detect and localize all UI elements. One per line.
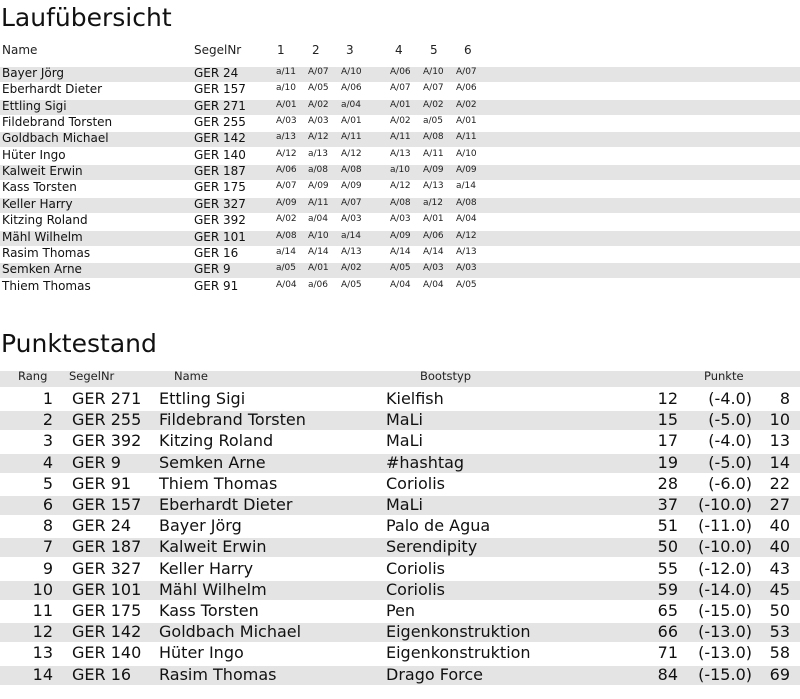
segelnr-cell: GER 392 [72,431,142,450]
rang-cell: 1 [42,389,53,408]
net-points-cell: 58 [769,643,790,662]
segelnr-cell: GER 16 [72,665,132,684]
bootstyp-cell: Pen [386,601,416,620]
name-cell: Goldbach Michael [159,622,302,641]
lauf-segelnr: GER 101 [194,230,246,244]
lauf-segelnr: GER 16 [194,246,239,260]
lauf-segelnr: GER 140 [194,148,246,162]
lauf-result-race-1: a/14 [276,247,296,257]
lauf-result-race-2: a/08 [308,165,328,175]
name-cell: Thiem Thomas [159,474,278,493]
net-points-cell: 40 [769,537,790,556]
discard-points-cell: (-14.0) [698,580,752,599]
rang-cell: 10 [32,580,53,599]
lauf-name: Mähl Wilhelm [2,230,83,244]
lauf-result-race-1: A/09 [276,198,297,208]
net-points-cell: 10 [769,410,790,429]
segelnr-cell: GER 187 [72,537,142,556]
lauf-result-race-1: A/08 [276,231,297,241]
lauf-segelnr: GER 392 [194,213,246,227]
name-cell: Bayer Jörg [159,516,242,535]
lauf-result-race-1: A/04 [276,280,297,290]
lauf-result-race-3: A/06 [341,83,362,93]
discard-points-cell: (-4.0) [708,389,752,408]
rang-cell: 6 [42,495,53,514]
lauf-result-race-3: A/10 [341,67,362,77]
header-segelnr-pk: SegelNr [69,369,115,383]
segelnr-cell: GER 140 [72,643,142,662]
lauf-result-race-3: A/07 [341,198,362,208]
lauf-result-race-6: A/01 [456,116,477,126]
discard-points-cell: (-13.0) [698,643,752,662]
lauf-segelnr: GER 91 [194,279,239,293]
lauf-result-race-6: A/13 [456,247,477,257]
lauf-result-race-3: A/03 [341,214,362,224]
discard-points-cell: (-15.0) [698,665,752,684]
net-points-cell: 40 [769,516,790,535]
lauf-result-race-4: A/11 [390,132,411,142]
rang-cell: 7 [42,537,53,556]
header-segelnr: SegelNr [194,43,242,57]
segelnr-cell: GER 271 [72,389,142,408]
bootstyp-cell: #hashtag [386,453,465,472]
lauf-segelnr: GER 157 [194,82,246,96]
bootstyp-cell: Kielfish [386,389,444,408]
lauf-result-race-6: A/09 [456,165,477,175]
name-cell: Kalweit Erwin [159,537,267,556]
total-points-cell: 15 [657,410,678,429]
lauf-result-race-2: A/01 [308,263,329,273]
lauf-segelnr: GER 271 [194,99,246,113]
lauf-result-race-2: A/14 [308,247,329,257]
lauf-result-race-4: A/01 [390,100,411,110]
lauf-segelnr: GER 255 [194,115,246,129]
bootstyp-cell: MaLi [386,410,423,429]
segelnr-cell: GER 255 [72,410,142,429]
discard-points-cell: (-4.0) [708,431,752,450]
lauf-result-race-2: a/04 [308,214,328,224]
rang-cell: 13 [32,643,53,662]
total-points-cell: 17 [657,431,678,450]
lauf-segelnr: GER 187 [194,164,246,178]
lauf-result-race-5: A/03 [423,263,444,273]
lauf-result-race-2: A/10 [308,231,329,241]
segelnr-cell: GER 9 [72,453,121,472]
lauf-result-race-1: A/03 [276,116,297,126]
lauf-result-race-5: A/04 [423,280,444,290]
bootstyp-cell: Coriolis [386,580,445,599]
lauf-result-race-1: A/12 [276,149,297,159]
lauf-result-race-5: A/02 [423,100,444,110]
discard-points-cell: (-5.0) [708,410,752,429]
lauf-result-race-1: A/06 [276,165,297,175]
lauf-result-race-6: A/06 [456,83,477,93]
lauf-result-race-6: A/11 [456,132,477,142]
lauf-name: Kalweit Erwin [2,164,83,178]
lauf-result-race-1: a/13 [276,132,296,142]
segelnr-cell: GER 91 [72,474,132,493]
lauf-result-race-1: A/01 [276,100,297,110]
header-race-5: 5 [430,43,438,57]
lauf-name: Keller Harry [2,197,73,211]
lauf-segelnr: GER 175 [194,180,246,194]
lauf-result-race-3: A/01 [341,116,362,126]
lauf-name: Hüter Ingo [2,148,66,162]
lauf-name: Bayer Jörg [2,66,65,80]
lauf-result-race-1: a/10 [276,83,296,93]
lauf-result-race-1: A/02 [276,214,297,224]
name-cell: Hüter Ingo [159,643,244,662]
rang-cell: 5 [42,474,53,493]
total-points-cell: 28 [657,474,678,493]
lauf-result-race-6: A/10 [456,149,477,159]
header-race-6: 6 [464,43,472,57]
lauf-result-race-6: A/08 [456,198,477,208]
net-points-cell: 22 [769,474,790,493]
total-points-cell: 19 [657,453,678,472]
lauf-result-race-6: A/07 [456,67,477,77]
net-points-cell: 43 [769,559,790,578]
segelnr-cell: GER 101 [72,580,142,599]
discard-points-cell: (-12.0) [698,559,752,578]
name-cell: Fildebrand Torsten [159,410,306,429]
segelnr-cell: GER 24 [72,516,132,535]
rang-cell: 3 [42,431,53,450]
lauf-result-race-1: a/11 [276,67,296,77]
lauf-result-race-5: A/10 [423,67,444,77]
lauf-result-race-3: a/14 [341,231,361,241]
lauf-result-race-6: A/03 [456,263,477,273]
lauf-result-race-5: A/06 [423,231,444,241]
total-points-cell: 50 [657,537,678,556]
punkte-header-band [0,371,800,387]
discard-points-cell: (-11.0) [698,516,752,535]
lauf-result-race-6: A/12 [456,231,477,241]
net-points-cell: 45 [769,580,790,599]
header-race-4: 4 [395,43,403,57]
lauf-result-race-4: A/14 [390,247,411,257]
lauf-result-race-3: A/09 [341,181,362,191]
lauf-result-race-4: A/13 [390,149,411,159]
lauf-result-race-2: A/03 [308,116,329,126]
name-cell: Kass Torsten [159,601,259,620]
bootstyp-cell: Serendipity [386,537,478,556]
lauf-result-race-2: A/07 [308,67,329,77]
lauf-name: Rasim Thomas [2,246,91,260]
net-points-cell: 50 [769,601,790,620]
bootstyp-cell: MaLi [386,495,423,514]
bootstyp-cell: Drago Force [386,665,484,684]
lauf-result-race-6: a/14 [456,181,476,191]
name-cell: Mähl Wilhelm [159,580,267,599]
rang-cell: 2 [42,410,53,429]
total-points-cell: 12 [657,389,678,408]
lauf-result-race-5: A/08 [423,132,444,142]
net-points-cell: 27 [769,495,790,514]
lauf-result-race-4: a/10 [390,165,410,175]
lauf-result-race-5: a/05 [423,116,443,126]
lauf-result-race-4: A/06 [390,67,411,77]
total-points-cell: 55 [657,559,678,578]
segelnr-cell: GER 157 [72,495,142,514]
lauf-result-race-3: A/11 [341,132,362,142]
lauf-result-race-2: a/06 [308,280,328,290]
header-race-3: 3 [346,43,354,57]
rang-cell: 12 [32,622,53,641]
discard-points-cell: (-15.0) [698,601,752,620]
lauf-name: Ettling Sigi [2,99,67,113]
lauf-result-race-2: A/11 [308,198,329,208]
lauf-result-race-2: A/05 [308,83,329,93]
name-cell: Rasim Thomas [159,665,277,684]
name-cell: Keller Harry [159,559,254,578]
punkte-title: Punktestand [1,329,157,358]
lauf-segelnr: GER 142 [194,131,246,145]
rang-cell: 14 [32,665,53,684]
lauf-name: Kitzing Roland [2,213,88,227]
header-name-pk: Name [174,369,208,383]
lauf-result-race-3: a/04 [341,100,361,110]
net-points-cell: 8 [779,389,790,408]
lauf-result-race-4: A/12 [390,181,411,191]
lauf-title: Laufübersicht [1,3,172,32]
lauf-result-race-6: A/05 [456,280,477,290]
name-cell: Eberhardt Dieter [159,495,293,514]
lauf-name: Eberhardt Dieter [2,82,103,96]
lauf-result-race-1: a/05 [276,263,296,273]
lauf-name: Fildebrand Torsten [2,115,113,129]
lauf-result-race-2: a/13 [308,149,328,159]
lauf-name: Kass Torsten [2,180,77,194]
discard-points-cell: (-6.0) [708,474,752,493]
segelnr-cell: GER 327 [72,559,142,578]
bootstyp-cell: Coriolis [386,474,445,493]
bootstyp-cell: Coriolis [386,559,445,578]
lauf-result-race-5: A/09 [423,165,444,175]
total-points-cell: 71 [657,643,678,662]
header-punkte: Punkte [704,369,744,383]
total-points-cell: 65 [657,601,678,620]
lauf-result-race-6: A/04 [456,214,477,224]
lauf-result-race-5: A/13 [423,181,444,191]
lauf-result-race-5: A/11 [423,149,444,159]
total-points-cell: 37 [657,495,678,514]
rang-cell: 11 [32,601,53,620]
lauf-segelnr: GER 327 [194,197,246,211]
lauf-result-race-4: A/02 [390,116,411,126]
lauf-result-race-6: A/02 [456,100,477,110]
rang-cell: 4 [42,453,53,472]
lauf-result-race-2: A/02 [308,100,329,110]
lauf-result-race-4: A/08 [390,198,411,208]
net-points-cell: 14 [769,453,790,472]
header-race-2: 2 [312,43,320,57]
segelnr-cell: GER 142 [72,622,142,641]
bootstyp-cell: Eigenkonstruktion [386,622,531,641]
lauf-result-race-5: a/12 [423,198,443,208]
name-cell: Semken Arne [159,453,266,472]
bootstyp-cell: Eigenkonstruktion [386,643,531,662]
net-points-cell: 13 [769,431,790,450]
lauf-name: Semken Arne [2,262,82,276]
lauf-name: Thiem Thomas [2,279,91,293]
lauf-result-race-4: A/03 [390,214,411,224]
net-points-cell: 69 [769,665,790,684]
discard-points-cell: (-5.0) [708,453,752,472]
header-bootstyp: Bootstyp [420,369,472,383]
discard-points-cell: (-10.0) [698,495,752,514]
lauf-result-race-2: A/09 [308,181,329,191]
bootstyp-cell: Palo de Agua [386,516,491,535]
lauf-segelnr: GER 24 [194,66,239,80]
lauf-result-race-3: A/13 [341,247,362,257]
header-rang: Rang [18,369,48,383]
rang-cell: 8 [42,516,53,535]
lauf-segelnr: GER 9 [194,262,231,276]
lauf-result-race-3: A/12 [341,149,362,159]
name-cell: Ettling Sigi [159,389,246,408]
discard-points-cell: (-10.0) [698,537,752,556]
header-name: Name [2,43,38,57]
header-race-1: 1 [277,43,285,57]
segelnr-cell: GER 175 [72,601,142,620]
net-points-cell: 53 [769,622,790,641]
lauf-result-race-4: A/09 [390,231,411,241]
lauf-result-race-4: A/07 [390,83,411,93]
lauf-result-race-4: A/05 [390,263,411,273]
lauf-result-race-4: A/04 [390,280,411,290]
total-points-cell: 66 [657,622,678,641]
total-points-cell: 84 [657,665,678,684]
lauf-result-race-3: A/08 [341,165,362,175]
rang-cell: 9 [42,559,53,578]
lauf-result-race-3: A/05 [341,280,362,290]
lauf-result-race-2: A/12 [308,132,329,142]
lauf-name: Goldbach Michael [2,131,109,145]
lauf-result-race-5: A/14 [423,247,444,257]
discard-points-cell: (-13.0) [698,622,752,641]
bootstyp-cell: MaLi [386,431,423,450]
total-points-cell: 59 [657,580,678,599]
total-points-cell: 51 [657,516,678,535]
lauf-result-race-3: A/02 [341,263,362,273]
lauf-result-race-5: A/01 [423,214,444,224]
name-cell: Kitzing Roland [159,431,274,450]
lauf-result-race-1: A/07 [276,181,297,191]
lauf-result-race-5: A/07 [423,83,444,93]
